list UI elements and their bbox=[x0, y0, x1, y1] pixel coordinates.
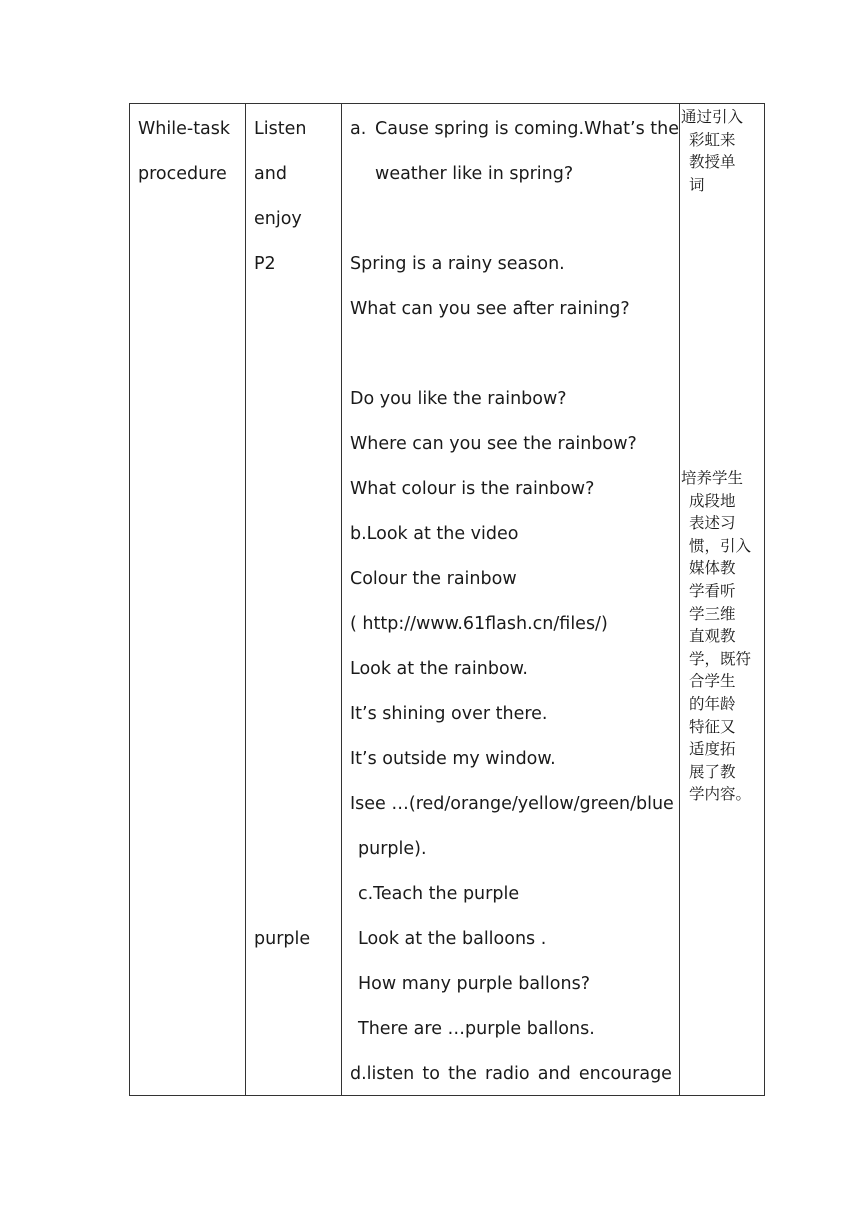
word: encourage bbox=[578, 1064, 672, 1084]
step-a-question-cont: weather like in spring? bbox=[375, 164, 574, 184]
activity-label: and bbox=[254, 164, 287, 184]
activity-label: purple bbox=[254, 929, 311, 949]
activity-label: P2 bbox=[254, 254, 276, 274]
step-b-heading: b.Look at the video bbox=[350, 524, 519, 544]
note-line: 教授单 bbox=[689, 153, 736, 172]
content-line: It’s shining over there. bbox=[350, 704, 548, 724]
note-line: 展了教 bbox=[689, 762, 736, 781]
step-a-question: Cause spring is coming.What’s the bbox=[375, 119, 680, 139]
note-line: 学三维 bbox=[689, 604, 736, 623]
note-line: 惯，引入 bbox=[689, 536, 752, 555]
word: d.listen bbox=[350, 1064, 415, 1084]
content-line: Spring is a rainy season. bbox=[350, 254, 565, 274]
content-line: What can you see after raining? bbox=[350, 299, 630, 319]
step-c-heading: c.Teach the purple bbox=[358, 884, 520, 904]
content-line: There are …purple ballons. bbox=[358, 1019, 595, 1039]
stage-label: While-task bbox=[138, 119, 231, 139]
teaching-note bbox=[681, 106, 763, 196]
stage-label: procedure bbox=[138, 164, 227, 184]
content-line: It’s outside my window. bbox=[350, 749, 556, 769]
content-line: Colour the rainbow bbox=[350, 569, 517, 589]
note-line: 学内容。 bbox=[689, 785, 752, 804]
note-line: 媒体教 bbox=[689, 559, 736, 578]
word: to bbox=[422, 1064, 440, 1084]
column-divider bbox=[245, 104, 246, 1095]
note-line: 词 bbox=[689, 175, 705, 194]
video-url: ( http://www.61flash.cn/files/) bbox=[350, 614, 608, 634]
note-line: 通过引入 bbox=[681, 108, 744, 126]
note-line: 学，既符 bbox=[689, 649, 752, 668]
lesson-plan-table bbox=[129, 103, 765, 1096]
note-line: 成段地 bbox=[689, 491, 736, 510]
note-line: 表述习 bbox=[689, 514, 736, 533]
content-line: purple). bbox=[358, 839, 427, 859]
teaching-note bbox=[681, 467, 763, 806]
note-line: 适度拓 bbox=[689, 740, 736, 759]
note-line: 彩虹来 bbox=[689, 130, 736, 149]
note-line: 直观教 bbox=[689, 627, 736, 646]
note-line: 特征又 bbox=[689, 717, 736, 736]
column-divider bbox=[679, 104, 680, 1095]
activity-label: enjoy bbox=[254, 209, 302, 229]
step-a-marker: a. bbox=[350, 119, 367, 139]
step-d-heading bbox=[350, 1062, 672, 1086]
content-line: Isee …(red/orange/yellow/green/blue bbox=[350, 794, 674, 814]
word: and bbox=[537, 1064, 571, 1084]
content-line: What colour is the rainbow? bbox=[350, 479, 595, 499]
content-line: Where can you see the rainbow? bbox=[350, 434, 637, 454]
content-line: How many purple ballons? bbox=[358, 974, 590, 994]
note-line: 培养学生 bbox=[681, 469, 744, 487]
content-line: Look at the balloons . bbox=[358, 929, 547, 949]
activity-label: Listen bbox=[254, 119, 307, 139]
note-line: 的年龄 bbox=[689, 694, 736, 713]
note-line: 学看听 bbox=[689, 581, 736, 600]
column-divider bbox=[341, 104, 342, 1095]
note-line: 合学生 bbox=[689, 672, 736, 691]
word: the bbox=[448, 1064, 477, 1084]
word: radio bbox=[485, 1064, 530, 1084]
content-line: Do you like the rainbow? bbox=[350, 389, 567, 409]
content-line: Look at the rainbow. bbox=[350, 659, 528, 679]
